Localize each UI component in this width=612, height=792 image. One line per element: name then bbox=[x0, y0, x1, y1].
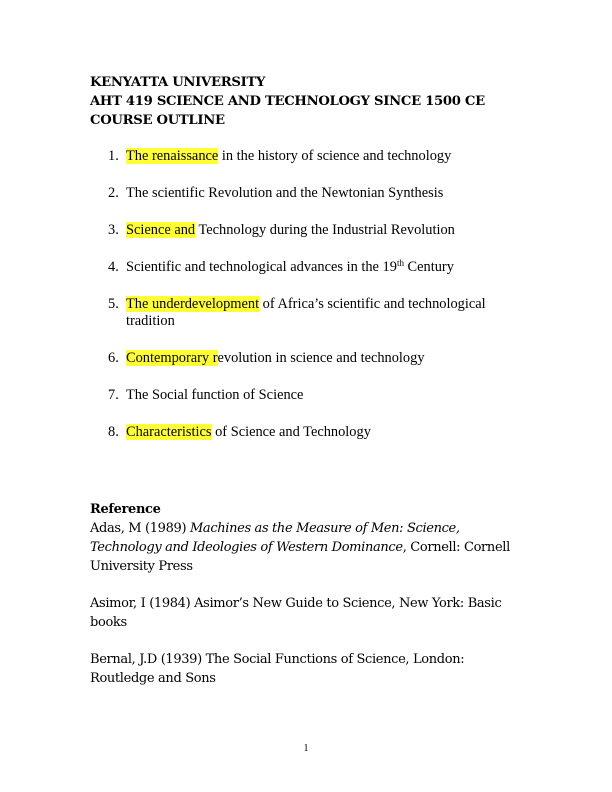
reference-entry: Adas, M (1989) Machines as the Measure of Men: Science, Technology and Ideologies of Western Dominance, Cornell: Cornell University Press bbox=[90, 521, 510, 574]
highlighted-text: Science and bbox=[126, 222, 196, 238]
outline-item: 1. The renaissance in the history of science and technology bbox=[108, 148, 452, 164]
reference-entry: Bernal, J.D (1939) The Social Functions of Science, London: Routledge and Sons bbox=[90, 652, 465, 686]
university-name: KENYATTA UNIVERSITY bbox=[90, 75, 266, 90]
highlighted-text: Characteristics bbox=[126, 424, 212, 440]
outline-heading: COURSE OUTLINE bbox=[90, 113, 225, 128]
course-outline-list bbox=[108, 148, 508, 461]
outline-item: 6. Contemporary revolution in science and technology bbox=[108, 350, 425, 366]
outline-item: 7. The Social function of Science bbox=[108, 387, 304, 403]
document-header bbox=[90, 73, 485, 130]
references-section bbox=[90, 500, 510, 706]
outline-item: 2. The scientific Revolution and the Newtonian Synthesis bbox=[108, 185, 444, 201]
highlighted-text: The renaissance bbox=[126, 148, 219, 164]
outline-item: 3. Science and Technology during the Industrial Revolution bbox=[108, 222, 455, 238]
course-title: AHT 419 SCIENCE AND TECHNOLOGY SINCE 1500 CE bbox=[90, 94, 485, 109]
page-number: 1 bbox=[303, 743, 309, 754]
outline-item: 8. Characteristics of Science and Technology bbox=[108, 424, 371, 440]
references-heading: Reference bbox=[90, 502, 161, 517]
outline-item: 4. Scientific and technological advances in the 19th Century bbox=[108, 258, 454, 275]
reference-entry: Asimor, I (1984) Asimor’s New Guide to Science, New York: Basic books bbox=[90, 596, 502, 630]
highlighted-text: The underdevelopment bbox=[126, 296, 260, 312]
highlighted-text: Contemporary r bbox=[126, 350, 218, 366]
outline-item: 5. The underdevelopment of Africa’s scientific and technological tradition bbox=[108, 296, 486, 329]
